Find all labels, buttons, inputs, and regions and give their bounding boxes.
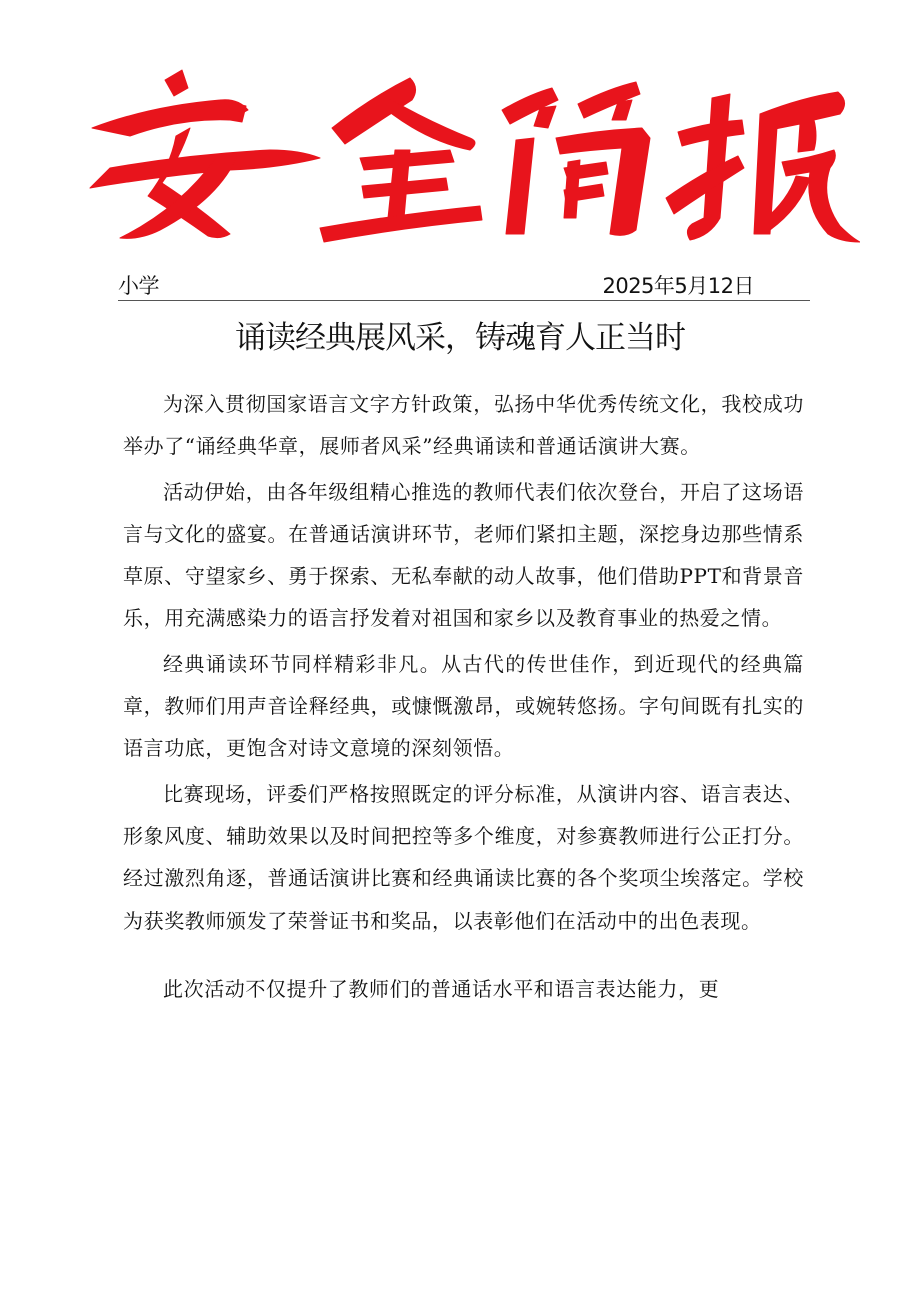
paragraph-conclusion: 此次活动不仅提升了教师们的普通话水平和语言表达能力，更 bbox=[163, 976, 720, 1001]
article-headline: 诵读经典展风采，铸魂育人正当时 bbox=[235, 320, 685, 356]
masthead-calligraphy-art bbox=[70, 58, 860, 243]
school-name: 小学 bbox=[118, 274, 159, 298]
paragraph-judging: 比赛现场，评委们严格按照既定的评分标准，从演讲内容、语言表达、形象风度、辅助效果以及时间把控等多个维度，对参赛教师进行公正打分。经过激烈角逐，普通话演讲比赛和经典诵读比赛的各个奖项尘埃落定。学校为获奖教师颁发了荣誉证书和奖品，以表彰他们在活动中的出色表现。 bbox=[123, 781, 804, 933]
article-body bbox=[123, 383, 804, 1013]
paragraph-recitation: 经典诵读环节同样精彩非凡。从古代的传世佳作，到近现代的经典篇章，教师们用声音诠释经典，或慷慨激昂，或婉转悠扬。字句间既有扎实的语言功底，更饱含对诗文意境的深刻领悟。 bbox=[123, 651, 804, 761]
masthead-calligraphy bbox=[70, 58, 860, 243]
paragraph-intro: 为深入贯彻国家语言文字方针政策，弘扬中华优秀传统文化，我校成功举办了“诵经典华章，展师者风采”经典诵读和普通话演讲大赛。 bbox=[123, 392, 804, 459]
paragraph-opening: 活动伊始，由各年级组精心推选的教师代表们依次登台，开启了这场语言与文化的盛宴。在普通话演讲环节，老师们紧扣主题，深挖身边那些情系草原、守望家乡、勇于探索、无私奉献的动人故事，他们借助PPT和背景音乐，用充满感染力的语言抒发着对祖国和家乡以及教育事业的热爱之情。 bbox=[123, 479, 804, 631]
meta-row bbox=[118, 268, 810, 301]
publish-date: 2025年5月12日 bbox=[602, 274, 754, 298]
